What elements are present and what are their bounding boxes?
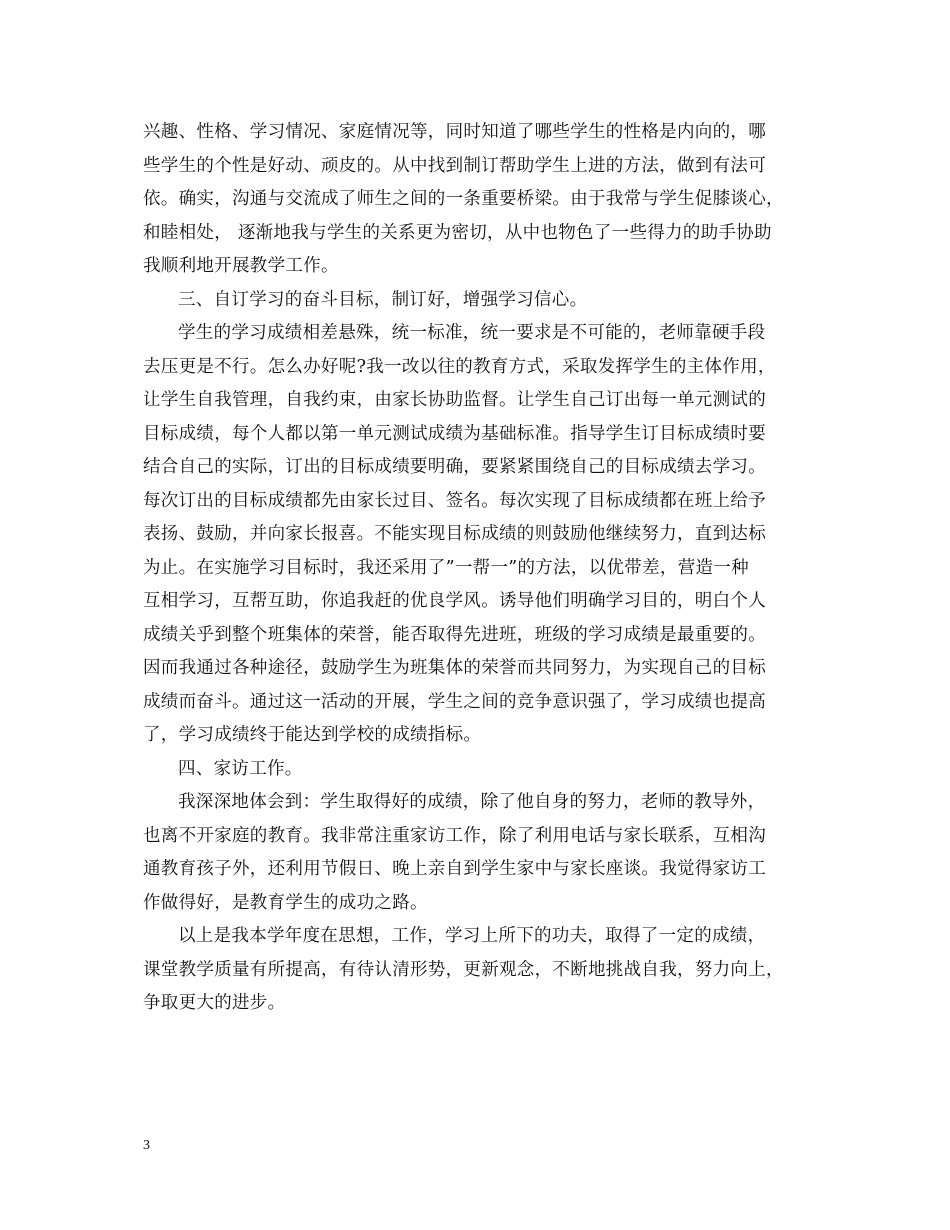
text-line: 依。确实，沟通与交流成了师生之间的一条重要桥梁。由于我常与学生促膝谈心， <box>143 189 784 209</box>
text-line: 四、家访工作。 <box>178 758 303 779</box>
text-line: 目标成绩，每个人都以第一单元测试成绩为基础标准。指导学生订目标成绩时要 <box>143 423 766 444</box>
text-line: 每次订出的目标成绩都先由家长过目、签名。每次实现了目标成绩都在班上给予 <box>143 490 766 511</box>
text-line: 互相学习，互帮互助，你追我赶的优良学风。诱导他们明确学习目的，明白个人 <box>143 591 766 611</box>
text-line: 些学生的个性是好动、顽皮的。从中找到制订帮助学生上进的方法，做到有法可 <box>143 155 766 176</box>
text-line: 为止。在实施学习目标时，我还采用了”一帮一”的方法，以优带差，营造一种 <box>143 557 749 578</box>
text-line: 成绩关乎到整个班集体的荣誉，能否取得先进班，班级的学习成绩是最重要的。 <box>143 624 766 645</box>
text-line: 去压更是不行。怎么办好呢?我一改以往的教育方式，采取发挥学生的主体作用， <box>143 356 776 377</box>
page-number: 3 <box>143 1138 150 1153</box>
text-line: 我深深地体会到：学生取得好的成绩，除了他自身的努力，老师的教导外， <box>178 792 766 812</box>
text-line: 结合自己的实际，订出的目标成绩要明确，要紧紧围绕自己的目标成绩去学习。 <box>143 457 766 477</box>
document-body <box>143 116 808 1021</box>
text-line: 了，学习成绩终于能达到学校的成绩指标。 <box>143 725 482 745</box>
text-line: 表扬、鼓励，并向家长报喜。不能实现目标成绩的则鼓励他继续努力，直到达标 <box>143 524 766 544</box>
text-line: 争取更大的进步。 <box>143 993 286 1013</box>
text-line: 三、自订学习的奋斗目标，制订好，增强学习信心。 <box>178 289 588 310</box>
text-line: 学生的学习成绩相差悬殊，统一标准，统一要求是不可能的，老师靠硬手段 <box>178 323 766 343</box>
text-line: 作做得好，是教育学生的成功之路。 <box>143 892 428 913</box>
text-line: 也离不开家庭的教育。我非常注重家访工作，除了利用电话与家长联系，互相沟 <box>143 825 766 846</box>
text-line: 我顺利地开展教学工作。 <box>143 256 339 276</box>
text-line: 以上是我本学年度在思想，工作，学习上所下的功夫，取得了一定的成绩， <box>178 926 766 946</box>
text-line: 让学生自我管理，自我约束，由家长协助监督。让学生自己订出每一单元测试的 <box>143 390 766 410</box>
text-line: 兴趣、性格、学习情况、家庭情况等，同时知道了哪些学生的性格是内向的，哪 <box>143 122 766 142</box>
text-line: 因而我通过各种途径，鼓励学生为班集体的荣誉而共同努力，为实现自己的目标 <box>143 658 766 678</box>
text-line: 和睦相处， 逐渐地我与学生的关系更为密切，从中也物色了一些得力的助手协助 <box>143 222 772 243</box>
text-line: 通教育孩子外，还利用节假日、晚上亲自到学生家中与家长座谈。我觉得家访工 <box>143 859 766 879</box>
text-line: 成绩而奋斗。通过这一活动的开展，学生之间的竞争意识强了，学习成绩也提高 <box>143 691 766 712</box>
text-line: 课堂教学质量有所提高，有待认清形势，更新观念，不断地挑战自我，努力向上， <box>143 959 784 980</box>
